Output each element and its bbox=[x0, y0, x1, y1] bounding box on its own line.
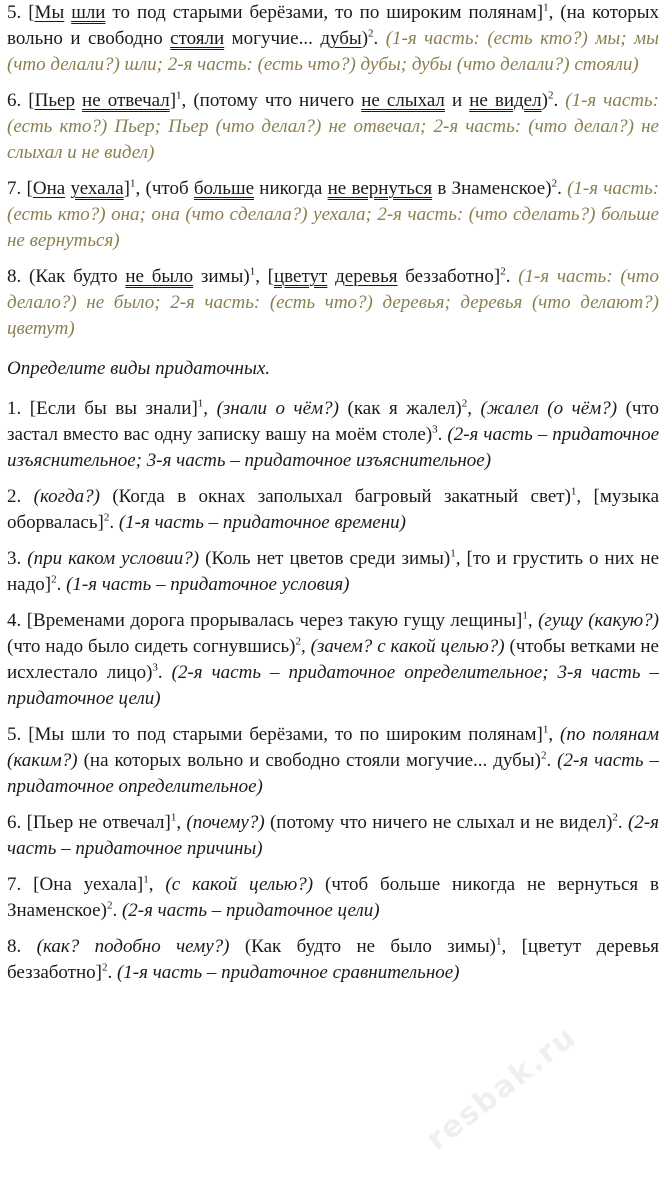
subject: дубы bbox=[320, 28, 362, 49]
predicate: цветут bbox=[274, 266, 328, 287]
example-6-analysis: 6. [Пьер не отвечал]$^1$, (потому что ничего не слыхал и не видел)$^2$. (1-я часть: (есть кто?) Пьер; Пьер (что делал?) не отвечал; 2-я часть: (что делал?) не слыхал и не видел) bbox=[7, 89, 659, 163]
predicate: уехала bbox=[70, 178, 124, 199]
answer-note: (2-я часть – придаточное определительное) bbox=[7, 750, 659, 797]
example-5-analysis: 5. [Мы шли то под старыми берёзами, то по широким полянам]$^1$, (на которых вольно и свободно стояли могучие... дубы)$^2$. (1-я часть: (есть кто?) мы; мы (что делали?) шли; 2-я часть: (есть что?) дубы; дубы (что делали?) стояли) bbox=[7, 1, 659, 75]
predicate: не отвечал bbox=[82, 90, 170, 111]
answer-4: 4. [Временами дорога прорывалась через такую гущу лещины]$^1$, (гущу (какую?) (что надо было сидеть согнувшись)$^2$, (зачем? с какой целью?) (чтобы ветками не исхлестало лицо)$^3$. (2-я часть – придаточное определительное; 3-я часть – придаточное цели) bbox=[7, 609, 660, 709]
predicate: шли bbox=[71, 2, 106, 23]
answer-note: (2-я часть – придаточное изъяснительное; 3-я часть – придаточное изъяснительное) bbox=[7, 424, 660, 471]
task-heading: Определите виды придаточных. bbox=[7, 358, 271, 379]
question: (зачем? с какой целью?) bbox=[310, 636, 505, 657]
predicate: не видел bbox=[469, 90, 542, 111]
question: (когда?) bbox=[33, 486, 100, 507]
example-7-analysis: 7. [Она уехала]$^1$, (чтоб больше никогда не вернуться в Знаменское)$^2$. (1-я часть: (есть кто?) она; она (что сделала?) уехала; 2-я часть: (что сделать?) больше не вернуться) bbox=[7, 177, 660, 251]
question: (почему?) bbox=[186, 812, 265, 833]
question: (жалел (о чём?) bbox=[480, 398, 618, 419]
answer-note: (2-я часть – придаточное цели) bbox=[121, 900, 380, 921]
subject: Она bbox=[32, 178, 66, 199]
question: (с какой целью?) bbox=[165, 874, 314, 895]
parsing-note: (1-я часть: (есть кто?) Пьер; Пьер (что делал?) не отвечал; 2-я часть: (что делал?) не слыхал и не видел) bbox=[7, 90, 659, 163]
subject: Мы bbox=[34, 2, 65, 23]
predicate: не вернуться bbox=[327, 178, 433, 199]
answer-7: 7. [Она уехала]$^1$, (с какой целью?) (чтоб больше никогда не вернуться в Знаменское)$^2$. (2-я часть – придаточное цели) bbox=[7, 873, 659, 921]
parsing-note: (1-я часть: (есть кто?) мы; мы (что делали?) шли; 2-я часть: (есть что?) дубы; дубы (что делали?) стояли) bbox=[7, 28, 659, 75]
answer-8: 8. (как? подобно чему?) (Как будто не было зимы)$^1$, [цветут деревья беззаботно]$^2$. (1-я часть – придаточное сравнительное) bbox=[7, 935, 660, 983]
predicate: не слыхал bbox=[361, 90, 445, 111]
answer-note: (1-я часть – придаточное времени) bbox=[118, 512, 406, 533]
watermark-logo: resbak.ru bbox=[420, 1019, 584, 1158]
parsing-note: (1-я часть: (есть кто?) она; она (что сделала?) уехала; 2-я часть: (что сделать?) больше не вернуться) bbox=[7, 178, 660, 251]
question: (знали о чём?) bbox=[216, 398, 340, 419]
question: (как? подобно чему?) bbox=[36, 936, 230, 957]
answer-note: (2-я часть – придаточное определительное; 3-я часть – придаточное цели) bbox=[7, 662, 659, 709]
answer-note: (1-я часть – придаточное сравнительное) bbox=[116, 962, 460, 983]
example-8-analysis: 8. (Как будто не было зимы)$^1$, [цветут деревья беззаботно]$^2$. (1-я часть: (что делало?) не было; 2-я часть: (есть что?) деревья; деревья (что делают?) цветут) bbox=[7, 265, 660, 339]
predicate: не было bbox=[125, 266, 194, 287]
answer-note: (2-я часть – придаточное причины) bbox=[7, 812, 659, 859]
predicate: больше bbox=[193, 178, 255, 199]
predicate: стояли bbox=[170, 28, 225, 49]
answer-3: 3. (при каком условии?) (Коль нет цветов среди зимы)$^1$, [то и грустить о них не надо]$^2$. (1-я часть – придаточное условия) bbox=[7, 547, 660, 595]
question: (гущу (какую?) bbox=[538, 610, 660, 631]
question: (при каком условии?) bbox=[27, 548, 200, 569]
answer-2: 2. (когда?) (Когда в окнах заполыхал багровый закатный свет)$^1$, [музыка оборвалась]$^2$. (1-я часть – придаточное времени) bbox=[7, 485, 660, 533]
answer-note: (1-я часть – придаточное условия) bbox=[66, 574, 350, 595]
answer-5: 5. [Мы шли то под старыми берёзами, то по широким полянам]$^1$, (по полянам (каким?) (на которых вольно и свободно стояли могучие... дубы)$^2$. (2-я часть – придаточное определительное) bbox=[7, 723, 659, 797]
parsing-note: (1-я часть: (что делало?) не было; 2-я часть: (есть что?) деревья; деревья (что делают?) цветут) bbox=[7, 266, 660, 339]
subject: деревья bbox=[335, 266, 398, 287]
answer-1: 1. [Если бы вы знали]$^1$, (знали о чём?) (как я жалел)$^2$, (жалел (о чём?) (что застал вместо вас одну записку вашу на моём столе)$^3$. (2-я часть – придаточное изъяснительное; 3-я часть – придаточное изъяснительное) bbox=[7, 397, 660, 471]
answer-6: 6. [Пьер не отвечал]$^1$, (почему?) (потому что ничего не слыхал и не видел)$^2$. (2-я часть – придаточное причины) bbox=[7, 811, 659, 859]
question: (по полянам (каким?) bbox=[7, 724, 659, 771]
subject: Пьер bbox=[34, 90, 75, 111]
